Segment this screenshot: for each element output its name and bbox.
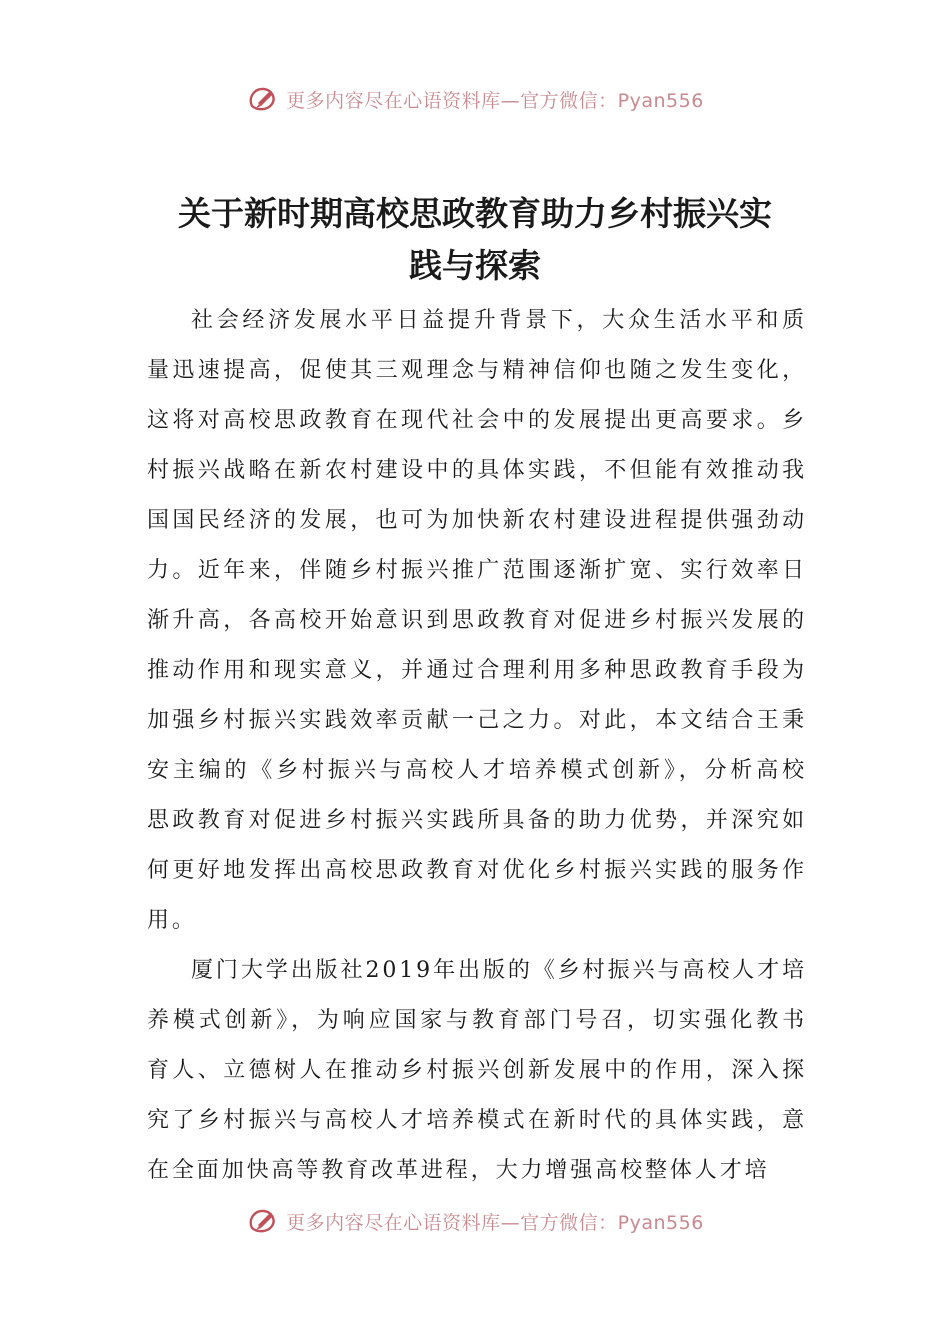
watermark-text: 更多内容尽在心语资料库—官方微信：Pyan556 (286, 89, 704, 112)
title-line-2: 践与探索 (409, 246, 541, 285)
paragraph-1: 社会经济发展水平日益提升背景下，大众生活水平和质量迅速提高，促使其三观理念与精神信仰也随之发生变化，这将对高校思政教育在现代社会中的发展提出更高要求。乡村振兴战略在新农村建设中的具体实践，不但能有效推动我国国民经济的发展，也可为加快新农村建设进程提供强劲动力。近年来，伴随乡村振兴推广范围逐渐扩宽、实行效率日渐升高，各高校开始意识到思政教育对促进乡村振兴发展的推动作用和现实意义，并通过合理利用多种思政教育手段为加强乡村振兴实践效率贡献一己之力。对此，本文结合王秉安主编的《乡村振兴与高校人才培养模式创新》，分析高校思政教育对促进乡村振兴实践所具备的助力优势，并深究如何更好地发挥出高校思政教育对优化乡村振兴实践的服务作用。 (147, 308, 807, 933)
watermark-footer (0, 1208, 950, 1234)
document-body (147, 296, 807, 1196)
title-line-1: 关于新时期高校思政教育助力乡村振兴实 (178, 194, 772, 233)
paragraph-2: 厦门大学出版社2019年出版的《乡村振兴与高校人才培养模式创新》，为响应国家与教育部门号召，切实强化教书育人、立德树人在推动乡村振兴创新发展中的作用，深入探究了乡村振兴与高校人才培养模式在新时代的具体实践，意在全面加快高等教育改革进程，大力增强高校整体人才培 (147, 958, 807, 1183)
document-title (130, 188, 820, 292)
pen-logo-icon (246, 84, 280, 114)
watermark-header (0, 84, 950, 114)
watermark-text: 更多内容尽在心语资料库—官方微信：Pyan556 (286, 1211, 704, 1234)
pen-logo-icon (246, 1208, 280, 1234)
